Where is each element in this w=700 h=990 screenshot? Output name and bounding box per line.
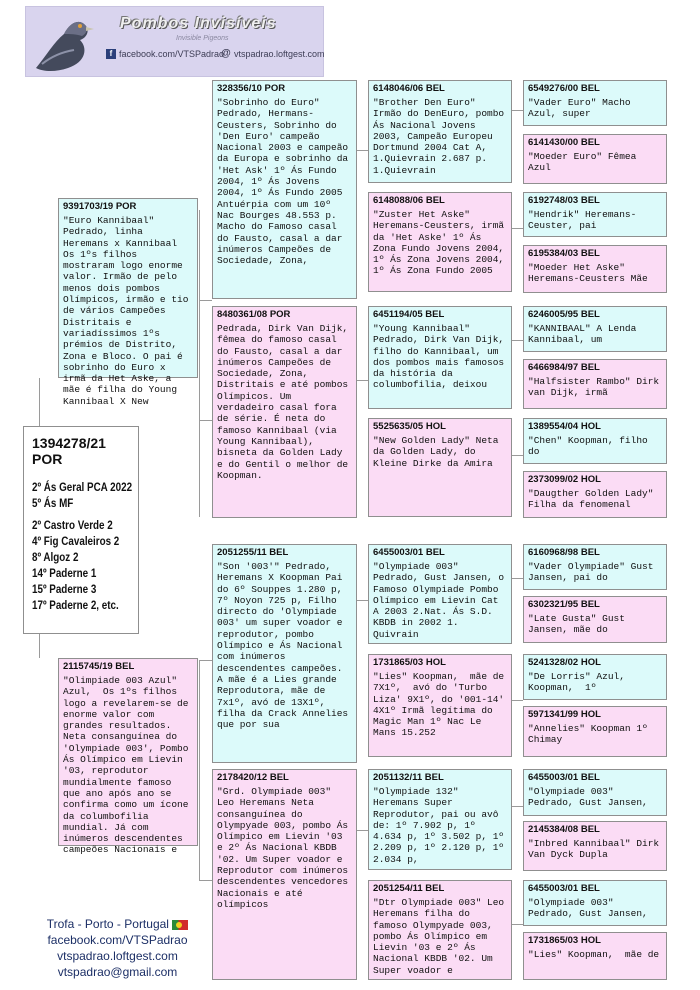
connector-line: [199, 880, 212, 881]
at-icon: @: [221, 48, 231, 59]
header-banner: [25, 6, 324, 77]
pedigree-text: "Daugther Golden Lady" Filha da fenomenal: [528, 488, 660, 511]
ring-id: 6451194/05 BEL: [373, 309, 445, 320]
ring-id: 6549276/00 BEL: [528, 83, 600, 94]
great-great-grandparent-box: [523, 821, 667, 871]
great-great-grandparent-box: [523, 134, 667, 184]
header-website-link[interactable]: vtspadrao.loftgest.com: [234, 49, 325, 59]
ring-id: 6148088/06 BEL: [373, 195, 445, 206]
great-grandparent-box: [368, 769, 512, 870]
connector-line: [512, 806, 523, 807]
ring-id: 5971341/99 HOL: [528, 709, 601, 720]
ring-id: 6302321/95 BEL: [528, 599, 600, 610]
great-great-grandparent-box: [523, 306, 667, 352]
connector-line: [199, 210, 200, 517]
connector-line: [199, 300, 212, 301]
pedigree-text: "Inbred Kannibaal" Dirk Van Dyck Dupla: [528, 838, 665, 861]
connector-line: [199, 660, 212, 661]
ring-id: 2051254/11 BEL: [373, 883, 445, 894]
achievement: 8º Algoz 2: [32, 550, 79, 564]
pedigree-text: "KANNIBAAL" A Lenda Kannibaal, um: [528, 323, 643, 346]
pedigree-text: "Moeder Het Aske" Heremans-Ceusters Mãe: [528, 262, 648, 285]
ring-id: 6455003/01 BEL: [373, 547, 445, 558]
connector-line: [512, 110, 523, 111]
footer-location-row: [30, 916, 205, 932]
pedigree-text: "Annelies" Koopman 1º Chimay: [528, 723, 654, 746]
pedigree-text: "Euro Kannibaal" Pedrado, linha Heremans x Kannibaal Os 1ºs filhos mostraram logo enorme valor. Irmão de pelo menos dois pombos Olímpicos, irmão e tio de vários Campeões Distritais e variadíssimos 1ºs prémios de Distrito, Zona e Bloco. O pai é sobrinho do Euro x irmã da Het Aske, a mãe é filha do Young Kannibaal X New: [63, 215, 195, 407]
great-great-grandparent-box: [523, 471, 667, 518]
connector-line: [512, 700, 523, 701]
ring-id: 6466984/97 BEL: [528, 362, 600, 373]
connector-line: [357, 600, 368, 601]
pedigree-text: "Zuster Het Aske" Heremans-Ceusters, irmã da 'Het Aske' 1º Ás Zona Fundo Jovens 2004, 1º Ás Zona Jovens 2004, 1º Ás Zona Fundo 2005: [373, 209, 510, 277]
great-grandparent-box: [368, 880, 512, 980]
pedigree-text: "Late Gusta" Gust Jansen, mãe do: [528, 613, 631, 636]
pedigree-text: Pedrada, Dirk Van Dijk, fêmea do famoso casal do Fausto, casal a dar inúmeros Campeões de Sociedade, Zona, Distritais e até pombos Olímpicos. Um verdadeiro casal fora de série. É neta do famoso Kannibaal (via Young Kannibaal), bisneta da Golden Lady e do Gentil o melhor de Koopman.: [217, 323, 354, 481]
pedigree-text: "Young Kannibaal" Pedrado, Dirk Van Dijk, filho do Kannibaal, um dos pombos mais famosos da história da columbofilia, deixou: [373, 323, 510, 391]
achievement: 2º Ás Geral PCA 2022: [32, 480, 133, 494]
great-great-grandparent-box: [523, 418, 667, 464]
pedigree-text: "Lies" Koopman, mãe de 7X1º, avó do 'Turbo Liza' 9X1º, do '001-14' 4X1º Irmã legítima do Magic Man 1º Nac Le Mans 15.252: [373, 671, 510, 739]
ring-id: 5241328/02 HOL: [528, 657, 601, 668]
pedigree-text: "Vader Olympiade" Gust Jansen, pai do: [528, 561, 660, 584]
grandparent-box: [212, 544, 357, 763]
great-great-grandparent-box: [523, 932, 667, 980]
ring-id: 5525635/05 HOL: [373, 421, 446, 432]
pedigree-text: "Brother Den Euro" Irmão do DenEuro, pombo Ás Nacional Jovens 2003, Campeão Europeu Dortmund 2004 Cat A, 1.Quievrain 2.687 p. 1.Quievrain: [373, 97, 510, 176]
connector-line: [39, 634, 40, 658]
ring-id: 9391703/19 POR: [63, 201, 137, 212]
great-great-grandparent-box: [523, 359, 667, 409]
great-grandparent-box: [368, 418, 512, 517]
great-great-grandparent-box: [523, 654, 667, 700]
pedigree-text: "Halfsister Rambo" Dirk van Dijk, irmã: [528, 376, 665, 399]
ring-id: 2178420/12 BEL: [217, 772, 289, 783]
pedigree-text: "Olympiade 003" Pedrado, Gust Jansen, o Famoso Olympiade Pombo Olímpico em Lievin Cat A 2003 2.Nat. Ás S.D. KBDB in 2002 1. Quivrain: [373, 561, 510, 640]
footer-location: Trofa - Porto - Portugal: [46, 917, 169, 931]
facebook-icon: f: [106, 49, 116, 59]
pigeon-logo-icon: [28, 8, 106, 76]
pedigree-text: "Chen" Koopman, filho do: [528, 435, 654, 458]
achievement: 5º Ás MF: [32, 496, 74, 510]
achievement: 2º Castro Verde 2: [32, 518, 113, 532]
ring-id: 6246005/95 BEL: [528, 309, 600, 320]
ring-id: 6195384/03 BEL: [528, 248, 600, 259]
footer-facebook-link[interactable]: facebook.com/VTSPadrao: [47, 933, 188, 947]
great-great-grandparent-box: [523, 544, 667, 590]
ring-id: 6192748/03 BEL: [528, 195, 600, 206]
great-great-grandparent-box: [523, 880, 667, 926]
great-grandparent-box: [368, 80, 512, 183]
great-grandparent-box: [368, 654, 512, 757]
header-subtitle: Invisible Pigeons: [176, 35, 229, 42]
pedigree-text: "Dtr Olympiade 003" Leo Heremans filha do famoso Olympyade 003, pombo Ás Olímpico em Lievin '03 e 2º Ás Nacional KBDB '02. Um Super voador e: [373, 897, 510, 976]
grandparent-box: [212, 306, 357, 518]
portugal-flag-icon: [172, 920, 188, 930]
great-grandparent-box: [368, 544, 512, 644]
great-great-grandparent-box: [523, 596, 667, 643]
connector-line: [357, 830, 368, 831]
achievement: 14º Paderne 1: [32, 566, 97, 580]
connector-line: [512, 340, 523, 341]
ring-id: 2373099/02 HOL: [528, 474, 601, 485]
great-great-grandparent-box: [523, 706, 667, 757]
grandparent-box: [212, 769, 357, 980]
connector-line: [357, 380, 368, 381]
ring-id: 6455003/01 BEL: [528, 883, 600, 894]
pedigree-text: "Hendrik" Heremans-Ceuster, pai: [528, 209, 637, 232]
great-grandparent-box: [368, 192, 512, 292]
ring-id: 6160968/98 BEL: [528, 547, 600, 558]
connector-line: [357, 150, 368, 151]
connector-line: [512, 578, 523, 579]
ring-id: 6455003/01 BEL: [528, 772, 600, 783]
ring-id: 1389554/04 HOL: [528, 421, 601, 432]
ring-id: 2115745/19 BEL: [63, 661, 135, 672]
ring-id: 1731865/03 HOL: [373, 657, 446, 668]
connector-line: [39, 378, 40, 426]
great-great-grandparent-box: [523, 245, 667, 293]
pedigree-text: "Olympiade 003" Pedrado, Gust Jansen,: [528, 897, 648, 920]
ring-id: 6141430/00 BEL: [528, 137, 600, 148]
sire-box: [58, 198, 198, 407]
header-title: Pombos Invisíveis: [120, 15, 277, 32]
ring-id: 8480361/08 POR: [217, 309, 291, 320]
achievement: 4º Fig Cavaleiros 2: [32, 534, 120, 548]
pedigree-text: "Olimpiade 003 Azul" Azul, Os 1ºs filhos logo a revelarem-se de enorme valor com grandes resultados. Neta consanguínea do 'Olympiade 003', Pombo Ás Olímpico em Lievin '03, reprodutor mundialmente famoso que ano após ano se confirma como um ícone da columbofilia mundial. Já com inúmeros descendentes campeões Nacionais e: [63, 675, 195, 856]
ring-id: 2051255/11 BEL: [217, 547, 289, 558]
pedigree-text: "Lies" Koopman, mãe de: [528, 949, 660, 960]
header-facebook-link[interactable]: facebook.com/VTSPadrao: [119, 49, 225, 59]
pedigree-text: "Sobrinho do Euro" Pedrado, Hermans-Ceusters, Sobrinho do 'Den Euro' campeão Nacional 2003 e campeão da Europa e sobrinho da 'Het Ask' 1º Ás Fundo 2004, 1º Ás Jovens 2004, 1º Ás Fundo 2005 Antuérpia com um 10º Nac Bourges 48.553 p. Macho do Famoso casal do Fausto, casal a dar inúmeros Campeões de Sociedade, Zona,: [217, 97, 354, 267]
connector-line: [512, 228, 523, 229]
ring-id: 328356/10 POR: [217, 83, 286, 94]
achievement: 15º Paderne 3: [32, 582, 97, 596]
pedigree-text: "Olympiade 003" Pedrado, Gust Jansen,: [528, 786, 648, 809]
pedigree-text: "Son '003'" Pedrado, Heremans X Koopman Pai do 6º Souppes 1.280 p, 7º Noyon 725 p, Filho directo do 'Olympiade 003' um super voador e reprodutor, pombo Olímpico e Ás Nacional com inúmeros descendentes campeões. A mãe é a Lies grande Reprodutora, mãe de 7x1º, avó de 13X1º, filha da Crack Annelies que por sua: [217, 561, 354, 731]
achievement: 17º Paderne 2, etc.: [32, 598, 119, 612]
footer-website-link[interactable]: vtspadrao.loftgest.com: [57, 949, 178, 963]
subject-ring-id: 1394278/21 POR: [32, 435, 106, 467]
grandparent-box: [212, 80, 357, 299]
ring-id: 2051132/11 BEL: [373, 772, 444, 783]
dam-box: [58, 658, 198, 856]
connector-line: [199, 420, 212, 421]
ring-id: 2145384/08 BEL: [528, 824, 600, 835]
pedigree-text: "Moeder Euro" Fêmea Azul: [528, 151, 643, 174]
ring-id: 1731865/03 HOL: [528, 935, 601, 946]
connector-line: [199, 660, 200, 880]
subject-box: [23, 426, 139, 634]
connector-line: [512, 924, 523, 925]
connector-line: [512, 455, 523, 456]
great-great-grandparent-box: [523, 192, 667, 237]
pedigree-text: "New Golden Lady" Neta da Golden Lady, do Kleine Dirke da Amira: [373, 435, 505, 469]
great-great-grandparent-box: [523, 80, 667, 126]
pedigree-text: "Olympiade 132" Heremans Super Reprodutor, pai ou avô de: 1º 7.902 p, 1º 4.634 p, 1º 3.502 p, 1º 2.209 p, 1º 2.120 p, 1º 2.034 p,: [373, 786, 510, 865]
pedigree-text: "De Lorris" Azul, Koopman, 1º: [528, 671, 631, 694]
great-grandparent-box: [368, 306, 512, 409]
pedigree-text: "Vader Euro" Macho Azul, super: [528, 97, 637, 120]
great-great-grandparent-box: [523, 769, 667, 816]
footer-email-link[interactable]: vtspadrao@gmail.com: [57, 965, 178, 979]
pedigree-text: "Grd. Olympiade 003" Leo Heremans Neta consanguínea do Olympyade 003, pombo Ás Olímpico em Lievin '03 e 2º Ás Nacional KBDB '02. Um Super voador e Reprodutor com inúmeros descendentes vencedores Nacionais e até olímpicos: [217, 786, 354, 910]
footer-contacts: [30, 916, 205, 980]
ring-id: 6148046/06 BEL: [373, 83, 445, 94]
